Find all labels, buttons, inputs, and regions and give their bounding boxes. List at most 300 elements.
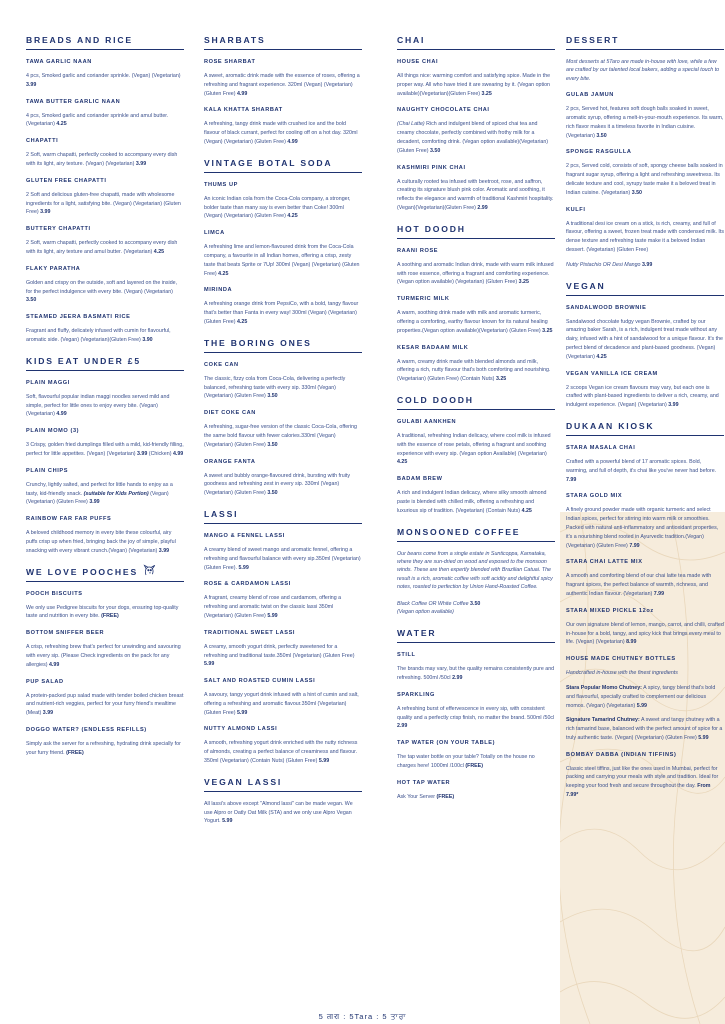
section-title: WE LOVE POOCHES [26,566,184,582]
menu-item [397,106,555,155]
menu-item [397,58,555,98]
item-price: 3.50 [267,490,278,497]
section-hot-doodh [397,223,555,384]
item-price: (FREE) [66,749,84,756]
item-desc-text: 4 pcs, Smoked garlic and coriander sprinkle and amul butter.(Vegetarian) [26,112,169,128]
item-desc-text: An iconic Indian cola from the Coca-Cola company, a stronger, bolder taste than many say is even better than Coke! 300ml (Vegan) (Vegetarian) (Gluten Free) [204,195,351,220]
item-price: 3.50 [267,393,278,400]
item-name: DOGGO WATER? (ENDLESS REFILLS) [26,726,147,733]
menu-item [204,106,362,146]
item-price: 4.25 [218,270,229,277]
item-price: 4.99 [236,90,248,97]
item-desc-text: Simply ask the server for a refreshing, hydrating drink specially for your furry friend. [26,740,181,756]
item-description [26,481,184,507]
menu-item [26,313,184,345]
item-price: 7.99* [566,792,579,799]
item-description [204,800,362,826]
item-price: 5.99 [238,564,249,571]
item-name: KALA KHATTA SHARBAT [204,107,283,114]
item-desc-text: A savoury, tangy yogurt drink infused with a hint of cumin and salt, offering a refreshing and aromatic flavour.350ml (Vegetarian) (Gluten Free) [204,692,359,716]
menu-item [26,225,184,257]
item-description [26,327,184,345]
item-name: THUMS UP [204,181,239,188]
section-breads-and-rice [26,34,184,345]
item-desc-text: The classic, fizzy cola from Coca-Cola, delivering a perfectly balanced, refreshing taste with every sip. 330ml (Vegan) (Vegetarian) (Gluten Free) [204,375,346,400]
item-description [26,643,184,669]
item-name: HOT TAP WATER [397,779,451,786]
item-description [26,191,184,217]
item-name: STARA MASALA CHAI [566,444,636,451]
item-name: PUP SALAD [26,678,64,685]
item-name: NAUGHTY CHOCOLATE CHAI [397,107,490,114]
item-price: 3.25 [481,90,492,97]
item-desc-text: A creamy blend of sweet mango and aromatic fennel, offering a refreshing and flavourful balance with every sip.350ml (Vegetarian) (Gluten Free). [204,546,361,571]
item-name: TAWA GARLIC NAAN [26,59,92,65]
menu-item [397,164,555,213]
column-2 [204,30,362,836]
item-price: 3.99 [668,402,679,409]
menu-item [26,58,184,90]
column-1 [26,30,184,767]
item-desc-text: A warm, soothing drink made with milk and aromatic turmeric, offering a comforting, earthy flavour known for its natural healing properties.(Vegan option available)(Vegetarian) (Gluten Free) [397,310,548,334]
item-price: 7.99 [653,590,665,597]
item-price: 4.25 [287,213,298,220]
menu-item [397,295,555,335]
menu-item [204,361,362,401]
item-desc-text: A sweet and bubbly orange-flavoured drink, bursting with fruity goodness and refreshing zest in every sip. 330ml (Vegan) (Vegetarian) (Gluten Free) [204,472,351,497]
item-desc-text: A protein-packed pup salad made with tender boiled chicken breast and nutrient-rich veggies, perfect for your furry friend's mealtime (Meat) [26,692,184,717]
item-desc-text: Crafted with a powerful blend of 17 aromatic spices. Bold, warming, and full of depth, it's chai like you've never had before. [566,458,717,474]
item-desc-italic: Handcrafted in-house with the finest ingredients [566,670,678,677]
item-description [397,358,555,384]
item-desc-text: Golden and crispy on the outside, soft and layered on the inside, for the perfect indulgence with every bite. (Vegan) (Vegetarian) [26,279,178,295]
item-price: 3.25 [495,376,507,383]
item-price: 3.99 [135,160,147,167]
item-name: HOUSE CHAI [397,59,439,65]
section-title: LASSI [204,508,362,524]
section-dessert [566,34,724,270]
item-name: COKE CAN [204,361,239,368]
chutney-item [566,716,724,742]
section-vegan-lassi [204,776,362,826]
menu-item [26,177,184,217]
item-description [204,300,362,326]
item-description [26,529,184,555]
item-description [204,72,362,98]
menu-item [397,475,555,515]
section-lassi [204,508,362,766]
item-name: LIMCA [204,230,225,237]
section-kids-eat-under-5 [26,355,184,556]
item-desc-note: (suitable for Kids Portion) [82,490,149,497]
item-price: 2.99 [452,674,463,681]
menu-item [566,655,724,743]
item-description [566,162,724,197]
item-desc-italic: (Chai Latte) [397,121,425,128]
section-chai [397,34,555,213]
chutney-item [566,684,724,710]
menu-item [397,779,555,802]
section-title: VEGAN [566,280,724,296]
item-after-note: (Vegan option available) [397,609,454,616]
menu-item [204,229,362,278]
item-price: 3.50 [631,189,642,196]
item-desc-text: Rich and indulgent blend of spiced chai tea and creamy chocolate, perfectly combined with frothy milk for a decadent, comforting drink. (Vegan option available)(Vegetarian)(Gluten Free) [397,121,549,154]
item-desc-text: All things nice: warming comfort and satisfying spice. Made in the proper way. All who have tried it are swearing by it. (Vegan option available)(Vegetarian)(Gluten Free) [397,73,551,97]
item-desc-text: A refreshing, sugar-free version of the classic Coca-Cola, offering the same bold flavour with fewer calories.330ml (Vegan) (Vegetarian) (Gluten Free) [204,424,357,448]
item-name: CHAPATTI [26,138,59,145]
item-desc-text: A smooth, refreshing yogurt drink enriched with the nutty richness of almonds, creating a perfect balance of creaminess and flavour. 350ml (Vegetarian) (Contain Nuts) (Gluten Free) [204,740,358,765]
item-desc-text: A crisp, refreshing brew that's perfect for unwinding and savouring with every sip. (Please Check ingredients on the pack for any allergies) [26,644,181,668]
item-description [397,178,555,213]
item-price: 5.99 [318,758,330,765]
item-name: RAANI ROSE [397,247,439,254]
section-title: CHAI [397,34,555,50]
item-price: 2.99 [397,723,408,730]
menu-item [204,409,362,449]
item-name: FLAKY PARATHA [26,265,81,272]
menu-item [26,629,184,669]
item-description [397,705,555,731]
menu-item [26,515,184,555]
item-price: 3.99 [42,710,54,717]
item-desc-text: A soothing and aromatic Indian drink, made with warm milk infused with rose essence, offering a fragrant and comforting experience. (Vegan option available) (Vegetarian) (Gluten Free) [397,261,554,286]
menu-item [26,379,184,419]
item-price: 4.25 [56,121,67,128]
section-sharbats [204,34,362,147]
item-name: SALT AND ROASTED CUMIN LASSI [204,678,316,685]
item-name: GULABI AANKHEN [397,418,457,425]
item-desc-text: A traditional, refreshing Indian delicacy, where cool milk is infused with the essence of rose petals, offering a fragrant and soothing experience with every sip. (Vegan option Available) (Vegetarian) [397,432,551,457]
menu-item [397,344,555,384]
item-name: MANGO & FENNEL LASSI [204,532,285,539]
item-description [397,309,555,335]
item-description [204,243,362,278]
item-desc-text: Ask Your Server [397,793,435,800]
item-description [26,239,184,257]
menu-item [397,418,555,467]
item-name: POOCH BISCUITS [26,590,83,597]
item-desc-text: A refreshing lime and lemon-flavoured drink from the Coca-Cola company, a favourite in all Indian homes, offering a crisp, zesty taste that beats Sprite or 7Up! 300ml (Vegan) (Vegetarian) (Gluten Free) [204,244,360,277]
section-water [397,627,555,801]
item-description [26,740,184,758]
item-name: KESAR BADAAM MILK [397,344,469,351]
section-vegan [566,280,724,410]
item-price: 4.25 [521,507,532,514]
item-name: SPONGE RASGULLA [566,149,632,156]
menu-item [204,458,362,498]
item-description [397,753,555,771]
menu-item [204,580,362,620]
item-desc-text: A warm, creamy drink made with blended almonds and milk, offering a rich, nutty flavour that's both comforting and nourishing. (Vegetarian) (Gluten Free) (Contain Nuts) [397,358,551,383]
menu-item [566,607,724,647]
chutney-price: 5.99 [636,702,647,709]
item-description [397,261,555,287]
menu-item [26,726,184,758]
item-desc-text: A refreshing orange drink from PepsiCo, with a bold, tangy flavour that's better than Fanta in every way! 300ml (Vegan) (Vegetarian) (Gluten Free) [204,301,359,325]
menu-item [397,691,555,731]
item-description [26,72,184,90]
section-title: VEGAN LASSI [204,776,362,792]
item-description [397,489,555,515]
item-price: 3.50 [429,147,441,154]
item-price: 4.99 [48,661,60,668]
item-price: 3.50 [596,132,607,139]
column-3 [397,30,555,812]
item-desc-text: We only use Pedigree biscuits for your dogs, ensuring top-quality taste and nutrition in every bite. [26,604,179,620]
section-dukaan-kiosk [566,420,724,800]
menu-item [566,148,724,197]
menu-item [397,651,555,683]
item-price: 3.50 [267,441,278,448]
section-vintage-botal-soda [204,157,362,327]
item-name: STARA GOLD MIX [566,493,623,500]
item-name: BUTTERY CHAPATTI [26,226,91,233]
menu-item [397,739,555,771]
section-cold-doodh [397,394,555,516]
item-description [566,105,724,140]
section-title: THE BORING ONES [204,337,362,353]
item-desc-text: Classic steel tiffins, just like the ones used in Mumbai, perfect for packing and carrying your meals with style and tradition. Ideal for keeping your food fresh and secure throughout the day. [566,765,719,790]
menu-item [566,206,724,270]
menu-item [566,370,724,410]
item-price: 5.99 [204,661,215,668]
item-description [204,472,362,498]
menu-item [566,558,724,598]
item-name: VEGAN VANILLA ICE CREAM [566,370,658,377]
item-description [204,546,362,572]
item-name: TAP WATER (ON YOUR TABLE) [397,740,496,747]
item-description [26,441,184,459]
item-price: 4.99 [287,138,298,145]
item-price: 3.99 [26,81,37,88]
item-price: 3.99 [89,499,100,506]
item-desc-text: 3 Crispy, golden fried dumplings filled with a mild, kid-friendly filling, perfect for little appetites. (Vegan) (Vegetarian) [26,442,184,457]
item-desc-text: A beloved childhood memory in every bite these colourful, airy puffs crisp up when fried, bringing back the joy of simple, playful snacking with every vibrant crunch.(Vegan) (Vegetarian) [26,530,176,554]
item-price: 8.99 [626,639,637,646]
menu-item [566,492,724,550]
menu-item [26,137,184,169]
item-desc-text: A fragrant, creamy blend of rose and cardamom, offering a refreshing and aromatic twist on the classic lassi 350ml (Vegetarian) (Gluten Free) [204,595,342,619]
menu-item [566,91,724,140]
item-name: STEAMED JEERA BASMATI RICE [26,314,131,321]
item-price: 5.99 [267,612,278,619]
chutney-price: 5.99 [698,734,709,741]
item-description [204,120,362,146]
item-name: ORANGE FANTA [204,458,256,465]
item-description [204,423,362,449]
menu-item [204,677,362,717]
item-description [566,318,724,362]
item-name: GULAB JAMUN [566,92,614,99]
item-description [566,765,724,800]
section-we-love-pooches [26,566,184,758]
menu-item [397,600,555,618]
section-monsooned-coffee [397,526,555,618]
item-desc-italic: Black Coffee OR White Coffee [397,600,469,607]
item-price: (FREE) [436,793,455,800]
footer-brand: 5 तारा : 5Tara : 5 ਤਾਰਾ [318,1012,407,1021]
section-title: WATER [397,627,555,643]
item-variants [566,261,724,270]
item-desc-text: 2 pcs, Served hot, features soft dough balls soaked in sweet, aromatic syrup, offering a melt-in-your-mouth experience. Its warm, rich flavor makes it a timeless favorite in Indian cuisine. (Vegetarian) [566,106,724,139]
chutney-name: Stara Popular Momo Chutney: [566,684,642,691]
section-title: COLD DOODH [397,394,555,410]
item-extra-price: 4.99 [172,450,184,457]
item-price: 3.99 [40,209,51,216]
section-title: SHARBATS [204,34,362,50]
menu-item [26,590,184,622]
item-desc-text-2: (Vegan) (Vegetarian) (Gluten Free) [26,490,169,506]
item-description [204,691,362,717]
item-description [26,393,184,419]
item-desc-text: A sweet, aromatic drink made with the essence of roses, offering a refreshing and fragrant experience. 320ml (Vegan) (Vegetarian) (Gluten Free) [204,73,360,97]
item-description [204,643,362,669]
item-desc-text: 2 Soft and delicious gluten-free chapatti, made with wholesome ingredients for a light, satisfying bite. (Vegan) (Vegetarian) (Gluten Free) [26,191,181,216]
item-desc-text: A smooth and comforting blend of our chai latte tea made with fragrant spices, the perfect balance of warmth, richness, and authentic Indian flavour. (Vegetarian) [566,573,712,597]
item-description [397,120,555,155]
item-name: SPARKLING [397,691,435,698]
menu-item [26,98,184,130]
item-desc-text: All lassi's above except "Almond lassi" can be made vegan. We use Alpro or Oatly Oat Milk (STA) and we only use Alpro Vegan Yogurt. [204,800,353,825]
item-description [566,220,724,255]
item-desc-text: A culturally rooted tea infused with beetroot, rose, and saffron, creating its signature blush pink color. Aromatic and soothing, it reflects the elegance and warmth of traditional Kashmiri hospitality. (Vegan)(Vegetarian)(Gluten Free) [397,178,554,211]
item-desc-text: A creamy, smooth yogurt drink, perfectly sweetened for a refreshing and traditional taste.350ml (Vegetarian) (Gluten Free) [204,643,355,659]
item-price: 4.25 [236,318,248,325]
item-description [397,600,555,618]
item-name: NUTTY ALMOND LASSI [204,726,278,733]
item-description [204,195,362,221]
item-description [397,432,555,467]
item-name: MIRINDA [204,287,233,294]
item-name: BADAM BREW [397,476,443,483]
menu-item [204,629,362,669]
item-desc-text: The tap water bottle on your table? Totally on the house no charges here! 1000ml /100cl [397,754,535,769]
item-desc-text: A refreshing, tangy drink made with crushed ice and the bold flavour of black currant, perfect for cooling off on a hot day. 320ml (Vegan) (Vegetarian) (Gluten Free) [204,121,358,145]
item-name: BOTTOM SNIFFER BEER [26,630,105,637]
item-price: 7.99 [566,476,577,483]
item-description [397,665,555,683]
item-desc-text: The brands may vary, but the quality remains consistently pure and refreshing. 500ml /50cl [397,666,555,681]
item-name: PLAIN CHIPS [26,467,69,474]
item-name: ROSE SHARBAT [204,59,256,65]
item-desc-text: A refreshing burst of effervescence in every sip, with consistent quality and a perfectly crisp finish, no matter the brand. 500ml /50cl [397,705,555,721]
item-desc-text: Fragrant and fluffy, delicately infused with cumin for flavourful, aromatic side. (Vegan) (Vegetarian)(Gluten Free) [26,328,171,343]
chutney-desc: A spicy, tangy blend that's bold and flavourful, specially crafted to complement our delicious momos. (Vegan) (Vegetarian) [566,684,716,709]
item-description [204,375,362,401]
item-name: KULFI [566,206,586,213]
item-name: TAWA BUTTER GARLIC NAAN [26,98,121,105]
item-desc-text: 4 pcs, Smoked garlic and coriander sprinkle. (Vegan) (Vegetarian) [26,73,181,79]
item-name: HOUSE MADE CHUTNEY BOTTLES [566,656,676,663]
item-name: KASHMIRI PINK CHAI [397,164,466,171]
item-description [26,151,184,169]
menu-item [204,181,362,221]
item-description [397,793,555,802]
item-name: ROSE & CARDAMON LASSI [204,581,291,588]
section-the-boring-ones [204,337,362,498]
item-desc-text: 2 pcs, Served cold, consists of soft, spongy cheese balls soaked in fragrant sugar syrup, offering a light and refreshing sweetness. Its delicate texture and cool, syrupy taste make it a beloved treat in Indian cuisine. (Vegetarian) [566,163,723,196]
item-description [566,458,724,484]
item-description [26,604,184,622]
menu-item [204,58,362,98]
menu-item [566,751,724,800]
menu-item [26,427,184,459]
item-name: GLUTEN FREE CHAPATTI [26,177,107,184]
item-desc-text: 2 Soft, warm chapatti, perfectly cooked to accompany every dish with its light, airy texture and amul butter. (Vegetarian) [26,240,178,255]
dog-icon [142,563,158,579]
chutney-desc: A sweet and tangy chutney with a rich tamarind base, balanced with the perfect amount of spice for a truly authentic taste. (Vegan) (Vegetarian) (Gluten Free) [566,717,723,741]
item-price: 3.99 [137,450,148,457]
menu-item [566,304,724,362]
item-price: 4.99 [56,411,67,418]
item-price: 5.99 [236,709,248,716]
item-price: 3.50 [470,600,481,607]
section-intro: Our beans come from a single estate in Sunticoppa, Karnataka, where they are sun-dried on wood and exposed to the monsoon winds. These are then expertly blended with Brazilian Catuai. The result is a rich, aromatic coffee with soft acidity and delightful spicy notes, roasted to perfection by Union Hand-Roasted Coffee. [397,550,553,591]
item-name: TRADITIONAL SWEET LASSI [204,629,296,636]
item-extra: (Chicken) [147,450,173,457]
item-name: STILL [397,652,416,659]
item-desc-text: A rich and indulgent Indian delicacy, where silky smooth almond paste is blended with chilled milk, offering a refreshing and luxurious sip of tradition. (Vegetarian) (Contain Nuts) [397,490,547,514]
section-title: MONSOONED COFFEE [397,526,555,542]
item-description [397,72,555,98]
item-description [26,112,184,130]
item-variant-price: 3.99 [641,261,653,268]
item-desc-text: 2 Soft, warm chapatti, perfectly cooked to accompany every dish with its light, airy texture. (Vegan) (Vegetarian) [26,152,178,167]
item-name: RAINBOW FAR FAR PUFFS [26,516,112,523]
item-desc-text: Our own signature blend of lemon, mango, carrot, and chilli, crafted in-house for a bold, tangy, and spicy kick that brings every meal to life. (Vegan) (Vegetarian) [566,621,724,646]
item-desc-text: Soft, flavourful popular indian maggi noodles served mild and simple, perfect for little ones to enjoy every bite. (Vegan) (Vegetarian) [26,393,170,418]
menu-item [204,800,362,826]
section-title: KIDS EAT UNDER £5 [26,355,184,371]
item-variant-names: Nutty Pistachio OR Desi Mango [566,261,641,268]
item-desc-text: Crunchy, lightly salted, and perfect for little hands to enjoy as a tasty, kid-friendly snack. [26,481,173,497]
item-name: PLAIN MOMO (3) [26,428,80,435]
item-description [566,621,724,647]
item-name: DIET COKE CAN [204,410,256,417]
item-price: (FREE) [101,613,119,620]
item-price-prefix: From [697,783,711,790]
item-price: 3.90 [142,336,153,343]
item-price: 2.99 [477,204,488,211]
item-description [566,572,724,598]
section-title: DESSERT [566,34,724,50]
item-price: 3.25 [518,279,529,286]
menu-item [204,532,362,572]
item-description [26,279,184,305]
menu-item [204,725,362,765]
item-price: 3.99 [158,547,170,554]
section-title: VINTAGE BOTAL SODA [204,157,362,173]
item-name: STARA MIXED PICKLE 12oz [566,607,654,614]
section-title: BREADS AND RICE [26,34,184,50]
menu-item [26,265,184,305]
section-intro: Most desserts at 5Taro are made in-house with love, while a few are crafted by our talented local bakers, adding a special touch to every bite. [566,59,720,82]
item-name: BOMBAY DABBA (INDIAN TIFFINS) [566,751,677,758]
menu-item [566,444,724,484]
item-desc-text: Sandalwood chocolate fudgy vegan Brownie, crafted by our amazing baker Sarah, is a rich, indulgent treat made without any dairy, infused with a hint of sandalwood for a unique flavour. It's the perfect blend of decadence and plant-based goodness. (Vegan) (Vegetarian) [566,318,723,360]
item-price: 5.99 [222,818,233,825]
menu-item [397,247,555,287]
item-description [566,506,724,550]
column-4 [566,30,724,810]
item-desc-text: 2 scoops Vegan ice cream flavours may vary, but each one is crafted with plant-based ingredients to deliver a rich, creamy, and indulgent experience. (Vegan) (Vegetarian) [566,384,719,409]
item-name: PLAIN MAGGI [26,379,70,386]
item-name: TURMERIC MILK [397,296,450,303]
item-price: 4.25 [397,459,408,466]
item-price: 3.25 [542,327,553,334]
chutney-name: Signature Tamarind Chutney: [566,717,640,724]
